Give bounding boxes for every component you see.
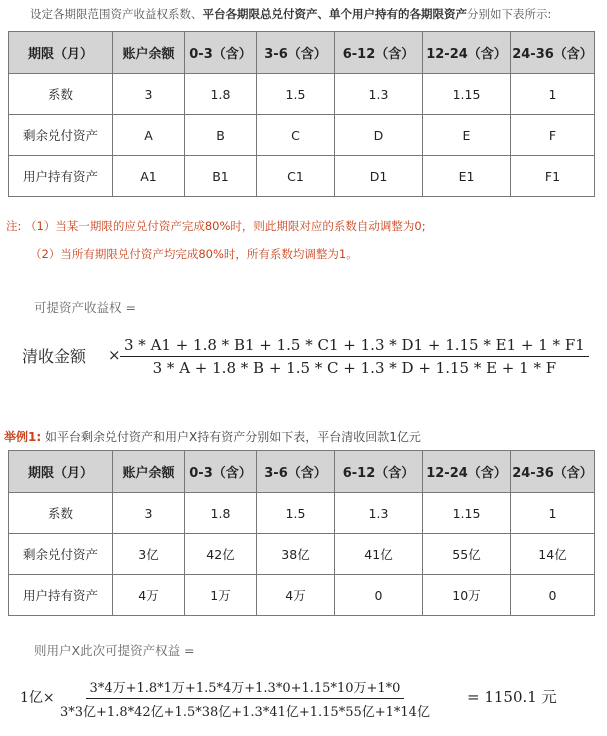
table-cell: 系数 — [9, 74, 113, 115]
table-cell: 3 — [113, 74, 185, 115]
table-cell: 1 — [511, 74, 595, 115]
intro-bold: 平台各期限总兑付资产、单个用户持有的各期限资产 — [202, 7, 467, 21]
table-header-row — [9, 451, 595, 493]
example-title — [4, 428, 421, 445]
intro-suffix: 分别如下表所示: — [467, 7, 552, 21]
table-cell: 1.3 — [335, 74, 423, 115]
formula-label: 可提资产收益权 = — [34, 300, 136, 315]
table-cell: F — [511, 115, 595, 156]
table-cell: 3 — [113, 493, 185, 534]
table-cell: E1 — [423, 156, 511, 197]
header-cell: 24-36（含） — [511, 32, 595, 74]
table-cell: 1.15 — [423, 493, 511, 534]
header-cell: 3-6（含） — [257, 32, 335, 74]
formula-denominator: 3 * A + 1.8 * B + 1.5 * C + 1.3 * D + 1.15 * E + 1 * F — [152, 359, 557, 377]
table-cell: 用户持有资产 — [9, 156, 113, 197]
header-cell: 12-24（含） — [423, 451, 511, 493]
header-cell: 期限（月） — [9, 32, 113, 74]
table-cell: 1.8 — [185, 493, 257, 534]
intro-text — [30, 6, 551, 22]
table-cell: 1.15 — [423, 74, 511, 115]
formula-fraction — [120, 336, 589, 377]
header-cell: 0-3（含） — [185, 32, 257, 74]
header-cell: 24-36（含） — [511, 451, 595, 493]
result-equals: = 1150.1 元 — [467, 688, 557, 706]
table-cell: 剩余兑付资产 — [9, 115, 113, 156]
table-cell: 55亿 — [423, 534, 511, 575]
formula-times: × — [108, 346, 121, 364]
formula-prefix: 清收金额 — [22, 347, 87, 366]
table-cell: 38亿 — [257, 534, 335, 575]
table-cell: 42亿 — [185, 534, 257, 575]
table-cell: 1 — [511, 493, 595, 534]
table-cell: 0 — [335, 575, 423, 616]
table-cell: F1 — [511, 156, 595, 197]
note-text-2: （2）当所有期限兑付资产均完成80%时，所有系数均调整为1。 — [30, 247, 358, 261]
table-cell: 41亿 — [335, 534, 423, 575]
coefficient-table — [8, 31, 595, 197]
header-cell: 6-12（含） — [335, 32, 423, 74]
table-cell: 1.8 — [185, 74, 257, 115]
table-row — [9, 534, 595, 575]
formula-numerator: 3 * A1 + 1.8 * B1 + 1.5 * C1 + 1.3 * D1 + 1.15 * E1 + 1 * F1 — [120, 336, 589, 357]
table-row — [9, 493, 595, 534]
intro-prefix: 设定各期限范围资产收益权系数、 — [30, 7, 203, 21]
header-cell: 账户余额 — [113, 451, 185, 493]
table-cell: B1 — [185, 156, 257, 197]
table-cell: 14亿 — [511, 534, 595, 575]
header-cell: 账户余额 — [113, 32, 185, 74]
table-cell: 用户持有资产 — [9, 575, 113, 616]
example-title-text: 如平台剩余兑付资产和用户X持有资产分别如下表，平台清收回款1亿元 — [44, 430, 421, 444]
header-cell: 6-12（含） — [335, 451, 423, 493]
header-cell: 12-24（含） — [423, 32, 511, 74]
header-cell: 3-6（含） — [257, 451, 335, 493]
result-denominator: 3*3亿+1.8*42亿+1.5*38亿+1.3*41亿+1.15*55亿+1*14亿 — [60, 705, 430, 720]
result-fraction — [56, 677, 434, 720]
table-cell: D1 — [335, 156, 423, 197]
table-cell: C — [257, 115, 335, 156]
note-label: 注: — [6, 219, 22, 233]
result-prefix: 1亿× — [20, 690, 55, 706]
header-cell: 期限（月） — [9, 451, 113, 493]
table-cell: 10万 — [423, 575, 511, 616]
table-cell: 4万 — [257, 575, 335, 616]
table-cell: 3亿 — [113, 534, 185, 575]
example-table — [8, 450, 595, 616]
table-cell: A — [113, 115, 185, 156]
table-row — [9, 74, 595, 115]
table-cell: 1.5 — [257, 74, 335, 115]
note-line-2 — [30, 246, 358, 262]
table-cell: E — [423, 115, 511, 156]
table-cell: 0 — [511, 575, 595, 616]
table-row — [9, 575, 595, 616]
table-cell: 4万 — [113, 575, 185, 616]
table-cell: 1.5 — [257, 493, 335, 534]
note-text-1: （1）当某一期限的应兑付资产完成80%时，则此期限对应的系数自动调整为0; — [25, 219, 426, 233]
table-cell: 系数 — [9, 493, 113, 534]
table-row — [9, 156, 595, 197]
note-line-1 — [6, 218, 426, 234]
table-cell: 1.3 — [335, 493, 423, 534]
table-cell: A1 — [113, 156, 185, 197]
table-cell: 1万 — [185, 575, 257, 616]
result-label: 则用户X此次可提资产权益 = — [34, 643, 195, 658]
header-cell: 0-3（含） — [185, 451, 257, 493]
table-cell: B — [185, 115, 257, 156]
result-numerator: 3*4万+1.8*1万+1.5*4万+1.3*0+1.15*10万+1*0 — [86, 677, 405, 699]
table-cell: D — [335, 115, 423, 156]
table-cell: 剩余兑付资产 — [9, 534, 113, 575]
table-header-row — [9, 32, 595, 74]
table-cell: C1 — [257, 156, 335, 197]
table-row — [9, 115, 595, 156]
example-title-bold: 举例1: — [4, 430, 42, 444]
